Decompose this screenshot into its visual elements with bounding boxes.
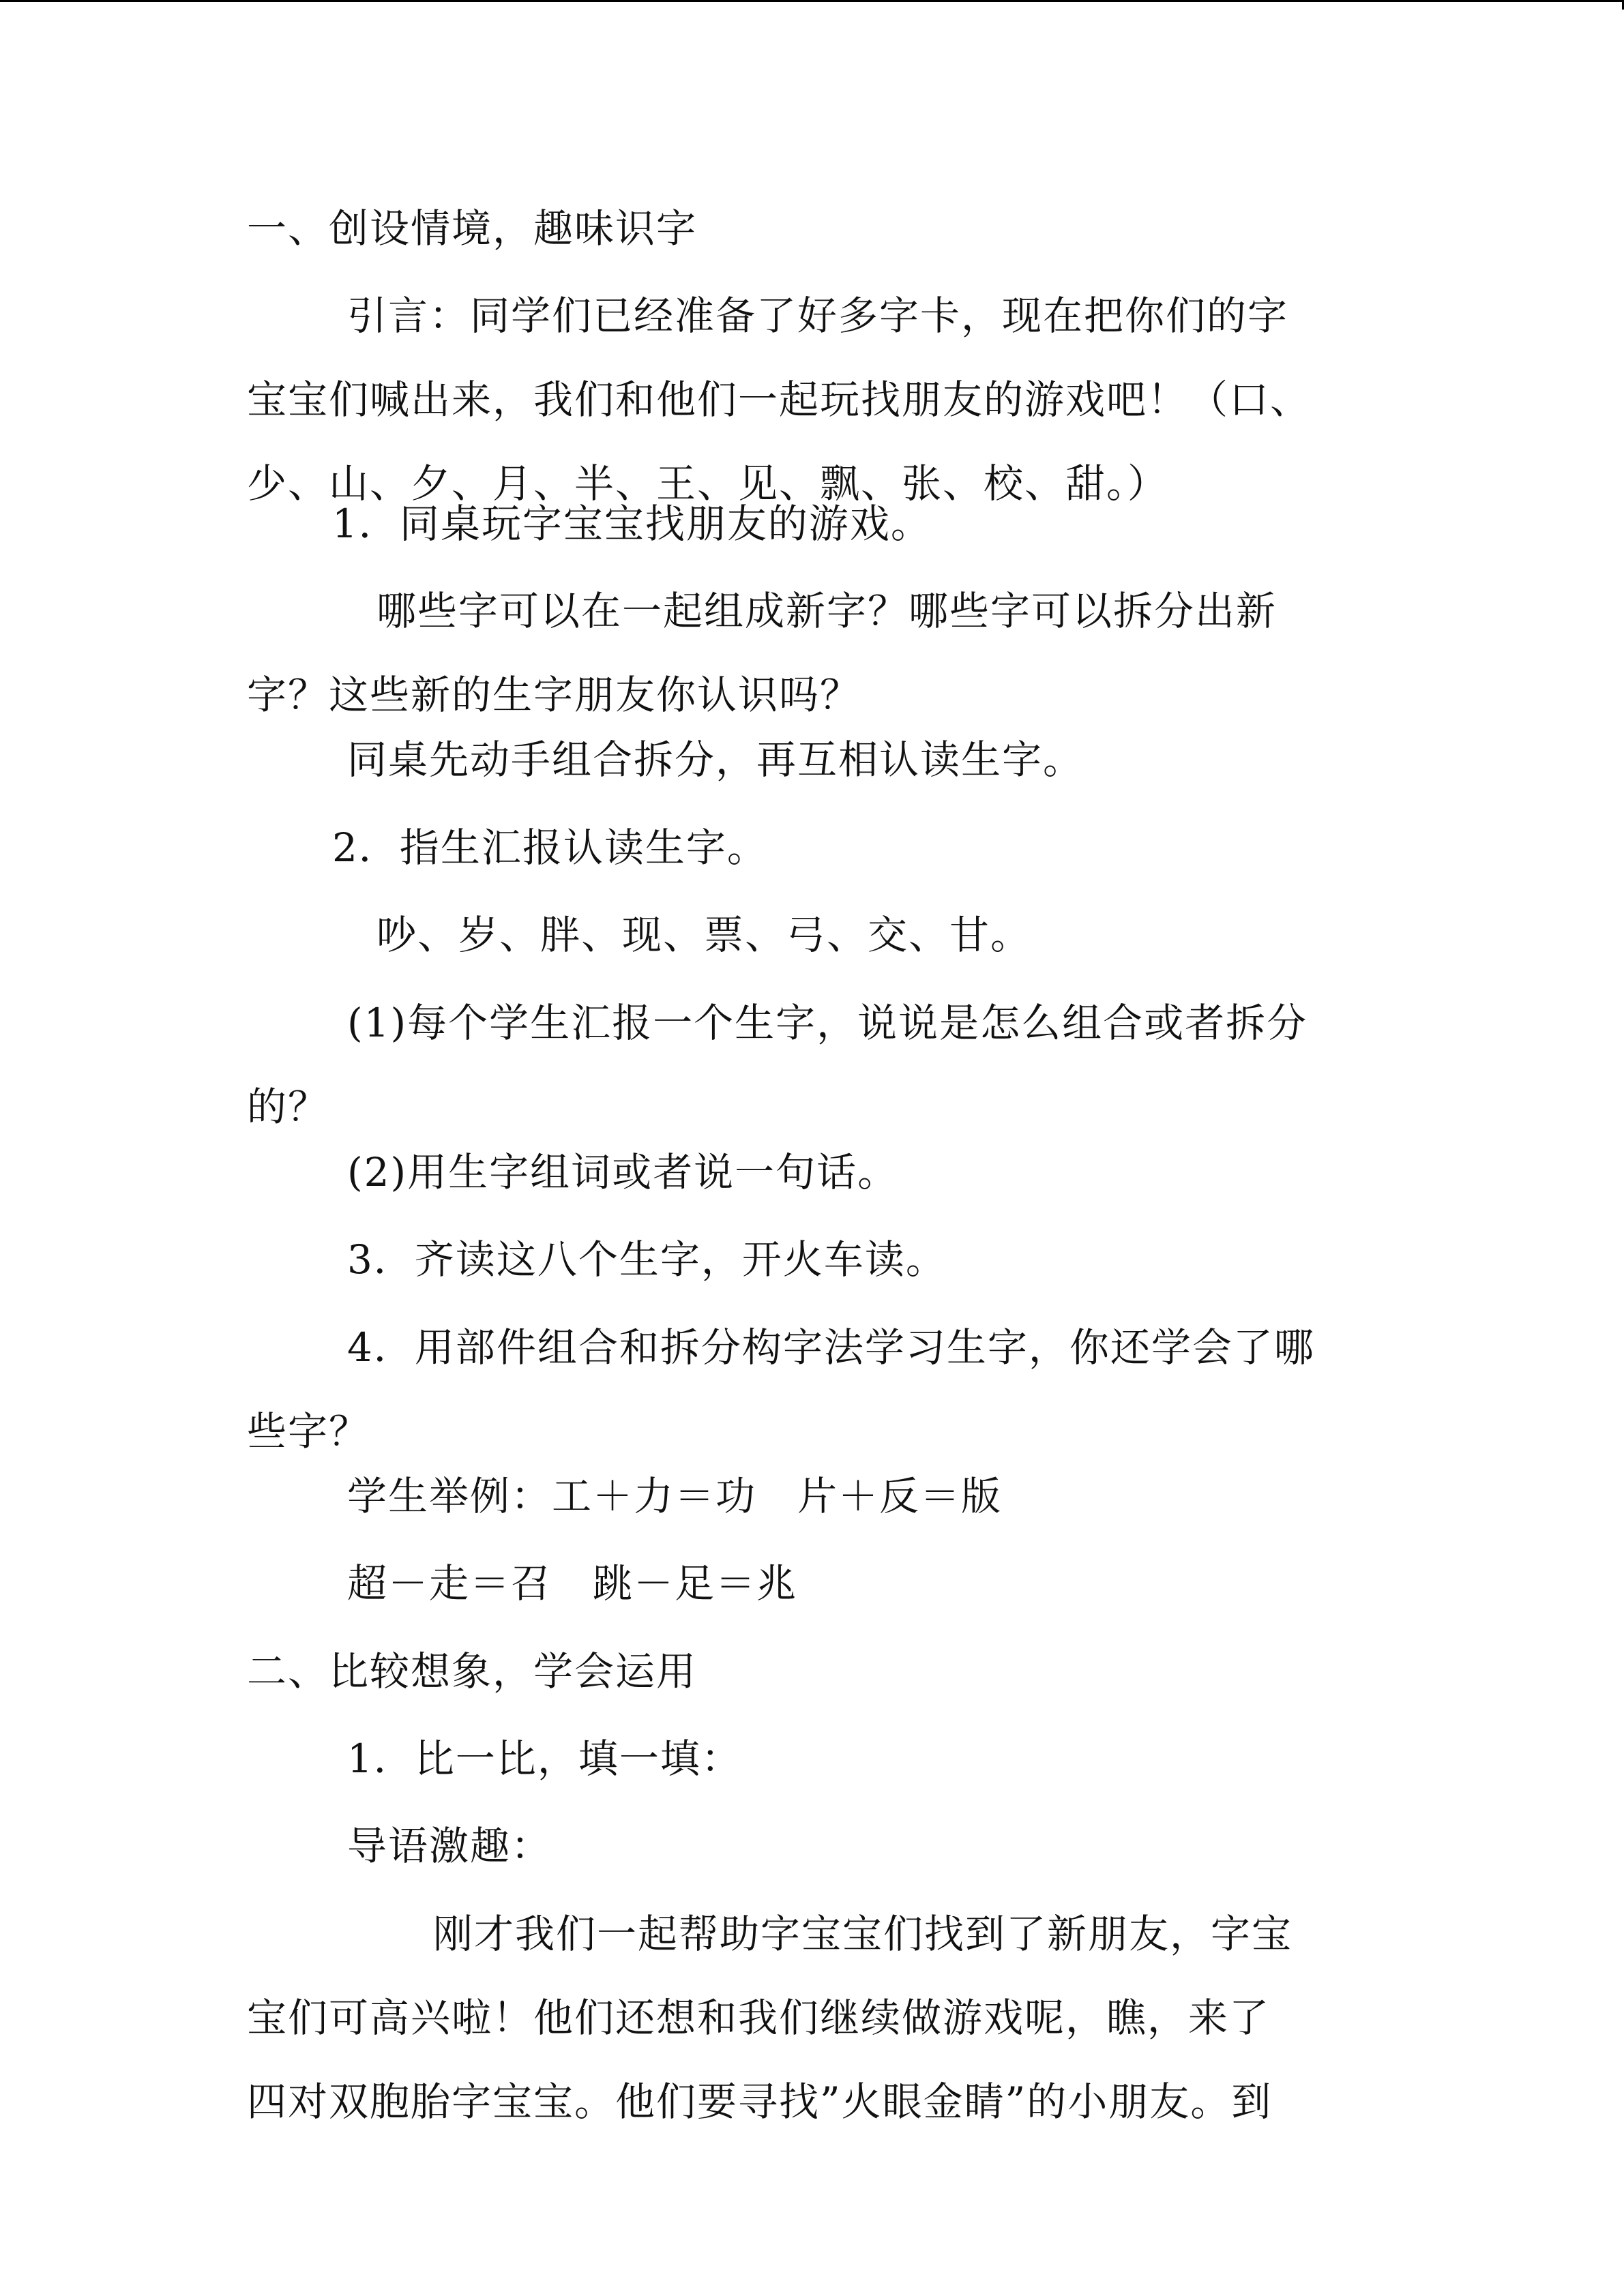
step-4-line-1: 4．用部件组合和拆分构字法学习生字，你还学会了哪 [347,1324,1315,1371]
intro-line-1: 引言：同学们已经准备了好多字卡，现在把你们的字 [347,293,1289,339]
closing-line-2: 宝们可高兴啦！他们还想和我们继续做游戏呢，瞧，来了 [247,1995,1271,2041]
deskmate-instruction: 同桌先动手组合拆分，再互相认读生字。 [347,736,1084,783]
sub-question-1-line-1: (1)每个学生汇报一个生字，说说是怎么组合或者拆分 [347,1000,1308,1046]
closing-paragraph [247,1890,1379,2146]
question-paragraph [247,567,1379,739]
question-line-2: 字？这些新的生字朋友你认识吗？ [247,672,861,718]
question-line-1: 哪些字可以在一起组成新字？哪些字可以拆分出新 [377,588,1278,634]
subtract-example: 超－走＝召 跳－足＝兆 [347,1560,798,1607]
sub-question-1 [247,979,1379,1151]
new-characters-list: 吵、岁、胖、现、票、弓、交、甘。 [377,912,1032,958]
closing-line-1: 刚才我们一起帮助字宝宝们找到了新朋友，字宝 [433,1911,1293,1957]
step-1: 1．同桌玩字宝宝找朋友的游戏。 [332,501,932,547]
section1-heading: 一、创设情境，趣味识字 [247,205,698,252]
step-compare: 1．比一比，填一填： [347,1735,742,1782]
intro-line-2: 宝宝们喊出来，我们和他们一起玩找朋友的游戏吧！（口、 [247,376,1312,423]
student-example: 学生举例：工＋力＝功 片＋反＝版 [347,1473,1003,1519]
step-4-line-2: 些字？ [247,1408,370,1455]
sub-question-2: (2)用生字组词或者说一句话。 [347,1149,899,1195]
section2-heading: 二、比较想象，学会运用 [247,1648,698,1695]
lead-in-label: 导语激趣： [347,1823,552,1869]
step-3: 3．齐读这八个生字，开火车读。 [347,1236,947,1283]
sub-question-1-line-2: 的？ [247,1084,329,1130]
step-4 [247,1304,1379,1476]
closing-line-3: 四对双胞胎字宝宝。他们要寻找”火眼金睛”的小朋友。到 [247,2078,1273,2125]
step-2: 2．指生汇报认读生字。 [332,824,768,871]
intro-line-3: 少、山、夕、月、半、王、见、飘、张、校、甜。） [247,460,1169,507]
page-top-border [0,0,1624,2]
